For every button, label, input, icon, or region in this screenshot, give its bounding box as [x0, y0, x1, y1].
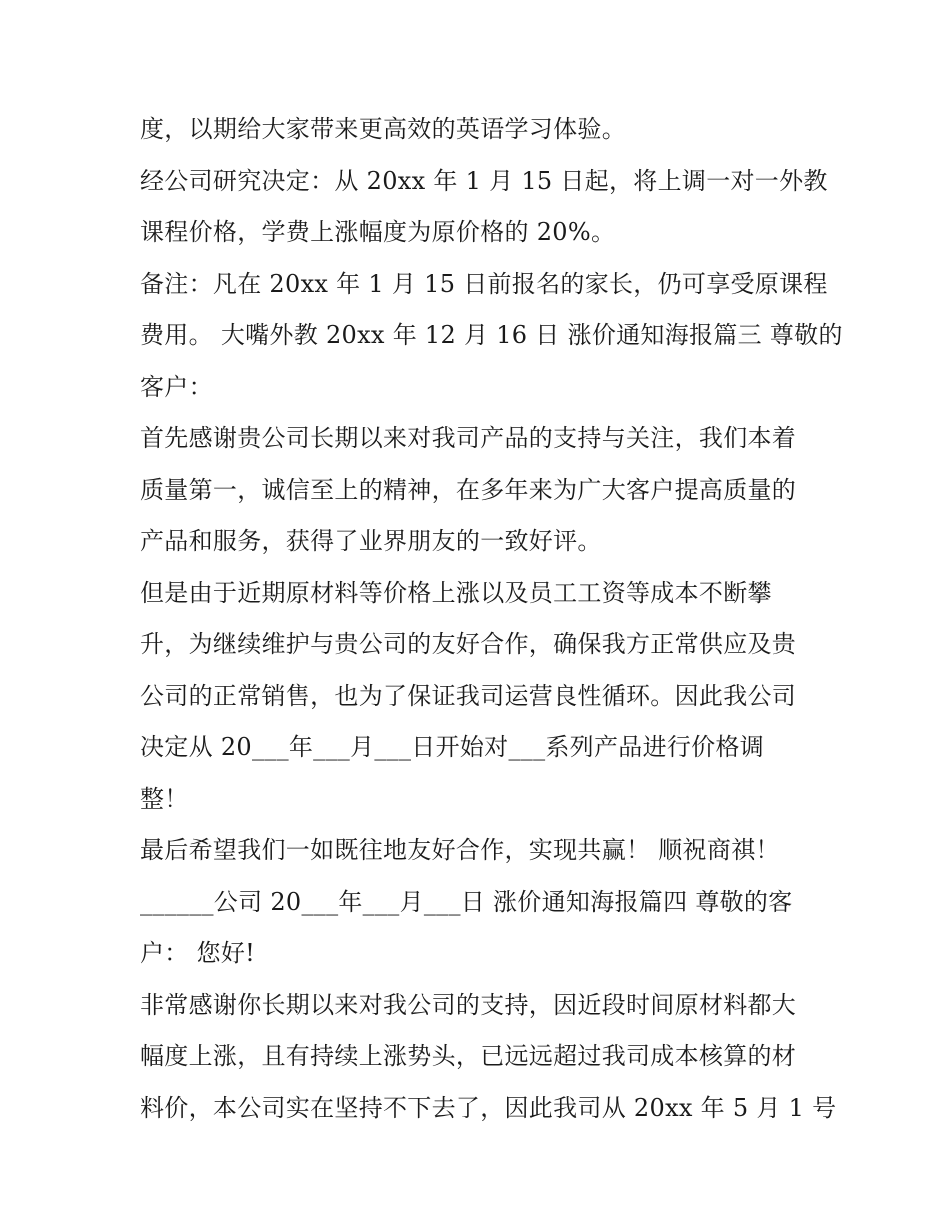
text-line: 经公司研究决定：从 20xx 年 1 月 15 日起，将上调一对一外教: [140, 166, 828, 195]
text-line: 产品和服务，获得了业界朋友的一致好评。: [140, 527, 602, 555]
text-line: 首先感谢贵公司长期以来对我司产品的支持与关注，我们本着: [140, 424, 797, 452]
text-line: 料价，本公司实在坚持不下去了，因此我司从 20xx 年 5 月 1 号: [140, 1093, 837, 1122]
text-line: 度，以期给大家带来更高效的英语学习体验。: [140, 115, 626, 143]
document-body: [140, 104, 843, 1134]
text-line: 质量第一，诚信至上的精神，在多年来为广大客户提高质量的: [140, 475, 797, 504]
text-line: 决定从 20___年___月___日开始对___系列产品进行价格调: [140, 733, 765, 761]
text-line: 备注：凡在 20xx 年 1 月 15 日前报名的家长，仍可享受原课程: [140, 269, 828, 298]
text-line: ______公司 20___年___月___日 涨价通知海报篇四 尊敬的客: [140, 887, 793, 916]
text-line: 升，为继续维护与贵公司的友好合作，确保我方正常供应及贵: [140, 630, 797, 658]
text-line: 费用。 大嘴外教 20xx 年 12 月 16 日 涨价通知海报篇三 尊敬的: [140, 321, 843, 349]
text-line: 最后希望我们一如既往地友好合作，实现共赢！ 顺祝商祺！: [140, 836, 780, 864]
text-line: 但是由于近期原材料等价格上涨以及员工工资等成本不断攀: [140, 578, 772, 607]
text-line: 公司的正常销售，也为了保证我司运营良性循环。因此我公司: [140, 681, 797, 710]
text-line: 幅度上涨，且有持续上涨势头，已远远超过我司成本核算的材: [140, 1042, 797, 1070]
text-line: 非常感谢你长期以来对我公司的支持，因近段时间原材料都大: [140, 990, 797, 1019]
text-line: 整！: [140, 784, 189, 813]
text-line: 户： 您好!: [140, 939, 256, 967]
text-line: 课程价格，学费上涨幅度为原价格的 20%。: [140, 218, 616, 246]
text-line: 客户：: [140, 372, 213, 401]
